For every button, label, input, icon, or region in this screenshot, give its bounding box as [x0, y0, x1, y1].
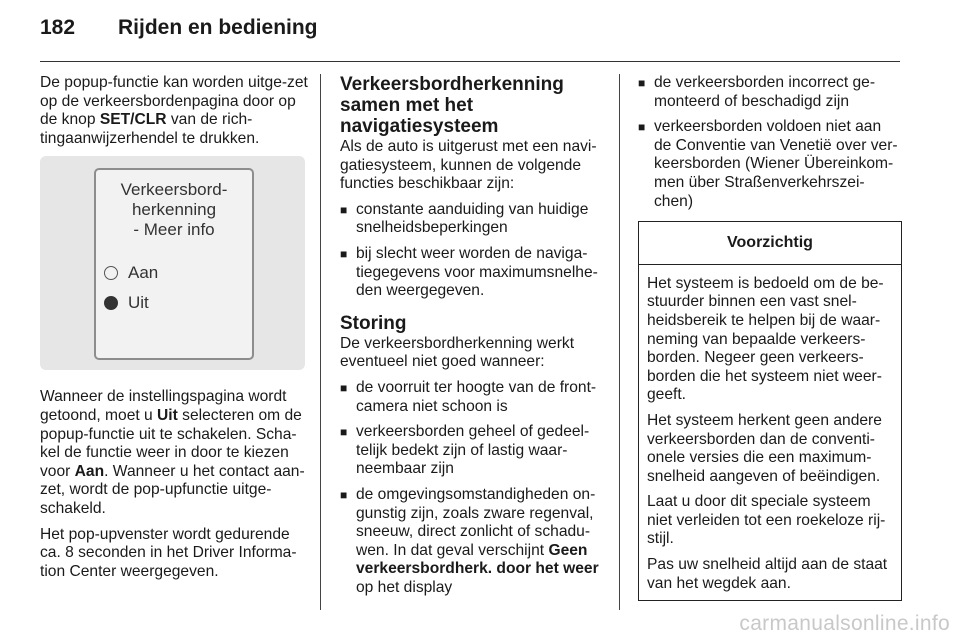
paragraph-settings-page [40, 388, 308, 518]
list-item: ■ verkeersborden geheel of gedeel-telijk bedekt zijn of lastig waar-neembaar zijn [340, 423, 606, 479]
caution-paragraph: Laat u door dit speciale systeem niet verleiden tot een roekeloze rij-stijl. [647, 493, 886, 548]
text: De popup-functie kan worden uitge-zet op de verkeersbordenpagina door op de knop [40, 74, 308, 129]
option-aan [104, 264, 158, 283]
screen-title-line: Verkeersbord- [120, 180, 228, 200]
column-1 [40, 74, 308, 588]
text: selecteren om de popup-functie uit te schakelen. Scha-kel de functie weer in door te kiezen voor [40, 406, 302, 480]
option-label: Aan [128, 263, 159, 283]
list-item: ■ constante aanduiding van huidige snelheidsbeperkingen [340, 201, 606, 238]
paragraph-navigation-intro: Als de auto is uitgerust met een navi-gatiesysteem, kunnen de volgende functies beschikbaar zijn: [340, 138, 597, 193]
list-item: ■ de voorruit ter hoogte van de front-camera niet schoon is [340, 379, 606, 416]
paragraph-popup-duration: Het pop-upvenster wordt gedurende ca. 8 seconden in het Driver Informa-tion Center weergegeven. [40, 525, 297, 580]
caution-box [638, 221, 902, 601]
option-uit [104, 294, 149, 313]
radio-off-icon [104, 266, 118, 280]
screen-title-line: herkenning [131, 200, 217, 220]
bullet-list-storing [340, 379, 606, 598]
header-rule [40, 61, 900, 62]
screen-title [96, 180, 252, 240]
display-message: Geen verkeersbordherk. door het weer [356, 541, 599, 578]
radio-on-icon [104, 296, 118, 310]
column-divider-2 [619, 74, 620, 610]
section-heading-navigation: Verkeersbordherkenning samen met het navigatiesysteem [340, 74, 564, 137]
list-item: ■ verkeersborden voldoen niet aan de Conventie van Venetië over ver-keersborden (Wiener Übereinkom-men über Straßenverkehrszei-chen) [638, 118, 902, 211]
display-screen [94, 168, 254, 360]
option-label: Uit [128, 293, 149, 313]
list-item: ■ de verkeersborden incorrect ge-monteerd of beschadigd zijn [638, 74, 902, 111]
paragraph-storing-intro: De verkeersbordherkenning werkt eventueel niet goed wanneer: [340, 334, 575, 371]
caution-title: Voorzichtig [639, 222, 901, 265]
watermark: carmanualsonline.info [739, 612, 950, 635]
column-3 [638, 74, 902, 601]
column-2 [340, 74, 606, 604]
screen-title-line: - Meer info [133, 220, 215, 240]
caution-paragraph: Het systeem herkent geen andere verkeersborden dan de conventi-onele versies die een maximum-snelheid aangeven of beëindigen. [647, 411, 882, 485]
bullet-list-storing-continued [638, 74, 902, 211]
caution-body [639, 265, 901, 594]
bullet-list-navigation [340, 201, 606, 301]
section-heading-storing: Storing [340, 312, 407, 334]
text: van de rich-tingaanwijzerhendel te drukken. [40, 111, 260, 147]
caution-paragraph: Pas uw snelheid altijd aan de staat van het wegdek aan. [647, 556, 888, 592]
paragraph-popup-disable [40, 74, 308, 148]
term-aan: Aan [74, 462, 105, 480]
list-item [340, 486, 606, 598]
text: . Wanneer u het contact aan-zet, wordt de pop-upfunctie uitge-schakeld. [40, 462, 305, 517]
column-divider-1 [320, 74, 321, 610]
caution-paragraph: Het systeem is bedoeld om de be-stuurder binnen een vast snel-heidsbereik te helpen bij de waar-neming van bepaalde verkeers-borden. Negeer geen verkeers-borden die het systeem niet weer-geeft. [647, 274, 884, 404]
page-title: Rijden en bediening [118, 16, 318, 39]
page-number: 182 [40, 16, 76, 39]
display-illustration [40, 156, 305, 370]
button-ref-set-clr: SET/CLR [99, 111, 167, 129]
text: de omgevingsomstandigheden on-gunstig zijn, zoals zware regenval, sneeuw, direct zonlicht of schadu-wen. In dat geval verschijnt [356, 485, 596, 559]
text: Wanneer de instellingspagina wordt getoond, moet u [40, 388, 287, 424]
text: op het display [356, 578, 453, 596]
term-uit: Uit [157, 406, 178, 424]
list-item: ■ bij slecht weer worden de naviga-tiegegevens voor maximumsnelhe-den weergegeven. [340, 245, 606, 301]
